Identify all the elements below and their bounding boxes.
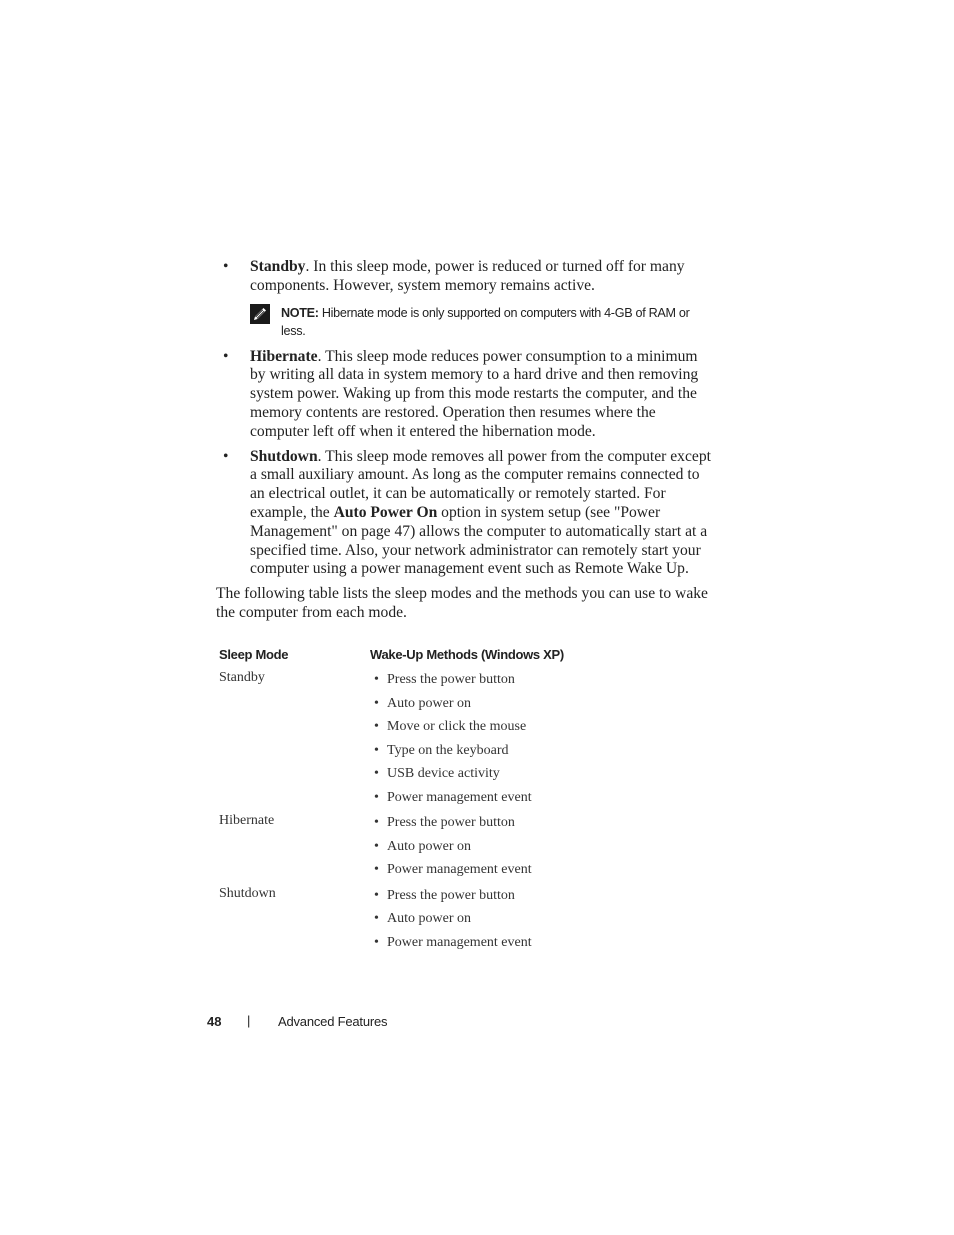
shutdown-description-2: option in system setup (see "Power Management" on page 47) allows the computer to automatically start at a specified time. Also, your network administrator can remotely start your computer using a power management event such as Remote Wake Up. xyxy=(250,503,708,578)
mode-cell: Standby xyxy=(219,670,265,685)
term-hibernate: Hibernate xyxy=(250,347,318,365)
hibernate-description: . This sleep mode reduces power consumption to a minimum by writing all data in system memory to a hard drive and then removing system power. Waking up from this mode restarts the computer, and the memory contents are restored. Operation then resumes where the computer left off when it entered the hibernation mode. xyxy=(250,347,699,440)
table-intro: The following table lists the sleep modes and the methods you can use to wake the computer from each mode. xyxy=(216,585,708,621)
list-item: • USB device activity xyxy=(374,766,500,781)
list-item: • Press the power button xyxy=(374,815,515,830)
auto-power-on-option: Auto Power On xyxy=(333,503,438,521)
header-wake-up-methods: Wake-Up Methods (Windows XP) xyxy=(370,647,564,662)
list-item: • Move or click the mouse xyxy=(374,719,527,734)
table-header xyxy=(219,644,699,670)
note-body: Hibernate mode is only supported on computers with 4-GB of RAM or less. xyxy=(281,305,690,338)
list-item: • Power management event xyxy=(374,789,532,805)
bullet-hibernate xyxy=(216,348,716,442)
methods-list xyxy=(374,670,854,811)
note xyxy=(250,304,716,340)
section-title: Advanced Features xyxy=(278,1014,388,1029)
table-row xyxy=(219,670,699,811)
bullet-marker: • xyxy=(223,347,229,365)
note-label: NOTE: xyxy=(281,305,319,320)
mode-cell: Hibernate xyxy=(219,813,275,828)
shutdown-description-1: . This sleep mode removes all power from the computer except a small auxiliary amount. As long as the computer remains connected to an electrical outlet, it can be automatically or remotely started. For example, the xyxy=(250,447,711,521)
mode-cell: Shutdown xyxy=(219,885,276,901)
list-item: • Power management event xyxy=(374,934,532,950)
sleep-modes-table xyxy=(219,644,699,956)
list-item: • Press the power button xyxy=(374,672,515,687)
list-item: • Auto power on xyxy=(374,911,471,926)
bullet-standby xyxy=(216,258,716,296)
bullet-marker: • xyxy=(223,258,229,275)
table-row xyxy=(219,886,699,957)
standby-description: . In this sleep mode, power is reduced or turned off for many components. However, system memory remains active. xyxy=(250,258,685,294)
term-standby: Standby xyxy=(250,258,306,275)
list-item: • Power management event xyxy=(374,862,532,877)
note-text xyxy=(281,304,716,340)
list-item: • Type on the keyboard xyxy=(374,742,509,758)
table-row xyxy=(219,813,699,884)
bullet-marker: • xyxy=(223,447,229,465)
header-sleep-mode: Sleep Mode xyxy=(219,647,289,662)
bullet-shutdown xyxy=(216,448,716,580)
page-number: 48 xyxy=(207,1014,222,1029)
note-pencil-icon xyxy=(250,304,270,324)
term-shutdown: Shutdown xyxy=(250,447,318,465)
methods-list xyxy=(374,886,854,957)
list-item: • Press the power button xyxy=(374,887,515,903)
body-text xyxy=(216,258,716,623)
footer-separator: | xyxy=(247,1013,251,1028)
list-item: • Auto power on xyxy=(374,838,471,854)
list-item: • Auto power on xyxy=(374,695,471,711)
methods-list xyxy=(374,813,854,884)
